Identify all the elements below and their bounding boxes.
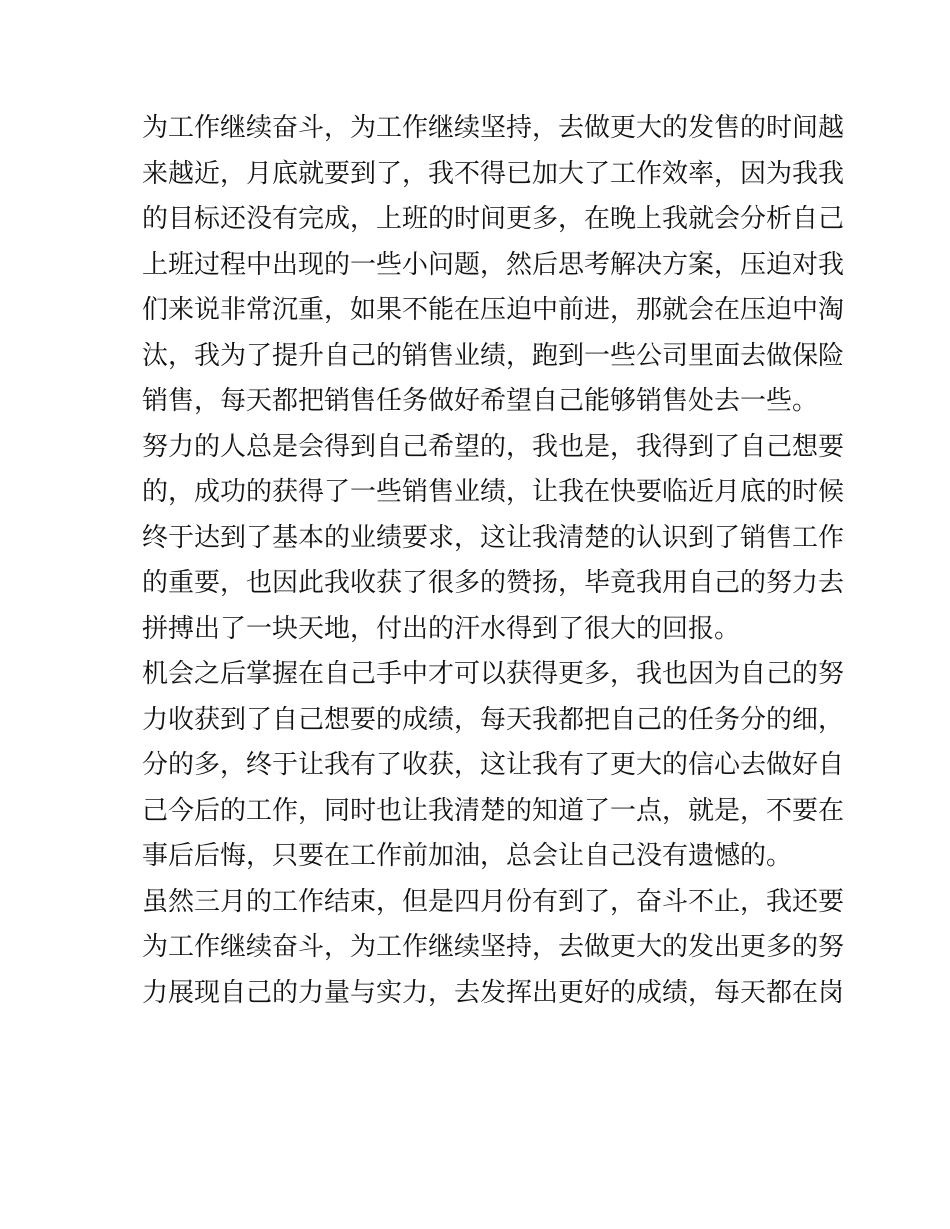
text-line: 汰，我为了提升自己的销售业绩，跑到一些公司里面去做保险 bbox=[142, 340, 845, 371]
text-line: 力收获到了自己想要的成绩，每天我都把自己的任务分的细， bbox=[142, 704, 845, 735]
body-text bbox=[142, 106, 845, 1016]
text-line: 为工作继续奋斗，为工作继续坚持，去做更大的发出更多的努 bbox=[142, 932, 845, 962]
text-line: 虽然三月的工作结束，但是四月份有到了，奋斗不止，我还要 bbox=[142, 886, 845, 917]
text-line: 努力的人总是会得到自己希望的，我也是，我得到了自己想要 bbox=[142, 431, 845, 462]
text-line: 的目标还没有完成，上班的时间更多，在晚上我就会分析自己 bbox=[142, 204, 845, 234]
text-line: 机会之后掌握在自己手中才可以获得更多，我也因为自己的努 bbox=[142, 659, 845, 689]
text-line: 的，成功的获得了一些销售业绩，让我在快要临近月底的时候 bbox=[142, 477, 845, 507]
text-line: 们来说非常沉重，如果不能在压迫中前进，那就会在压迫中淘 bbox=[142, 295, 845, 325]
text-line: 为工作继续奋斗，为工作继续坚持，去做更大的发售的时间越 bbox=[142, 113, 845, 143]
text-line: 来越近，月底就要到了，我不得已加大了工作效率，因为我我 bbox=[142, 158, 845, 189]
text-line: 分的多，终于让我有了收获，这让我有了更大的信心去做好自 bbox=[142, 750, 845, 780]
text-line: 的重要，也因此我收获了很多的赞扬，毕竟我用自己的努力去 bbox=[142, 568, 845, 598]
text-line: 力展现自己的力量与实力，去发挥出更好的成绩，每天都在岗 bbox=[142, 977, 845, 1008]
text-line: 事后后悔，只要在工作前加油，总会让自己没有遗憾的。 bbox=[142, 841, 793, 871]
text-line: 销售，每天都把销售任务做好希望自己能够销售处去一些。 bbox=[142, 386, 819, 416]
text-line: 拼搏出了一块天地，付出的汗水得到了很大的回报。 bbox=[142, 613, 741, 644]
text-line: 己今后的工作，同时也让我清楚的知道了一点，就是，不要在 bbox=[142, 795, 845, 826]
text-line: 上班过程中出现的一些小问题，然后思考解决方案，压迫对我 bbox=[142, 249, 845, 280]
text-line: 终于达到了基本的业绩要求，这让我清楚的认识到了销售工作 bbox=[142, 522, 845, 553]
